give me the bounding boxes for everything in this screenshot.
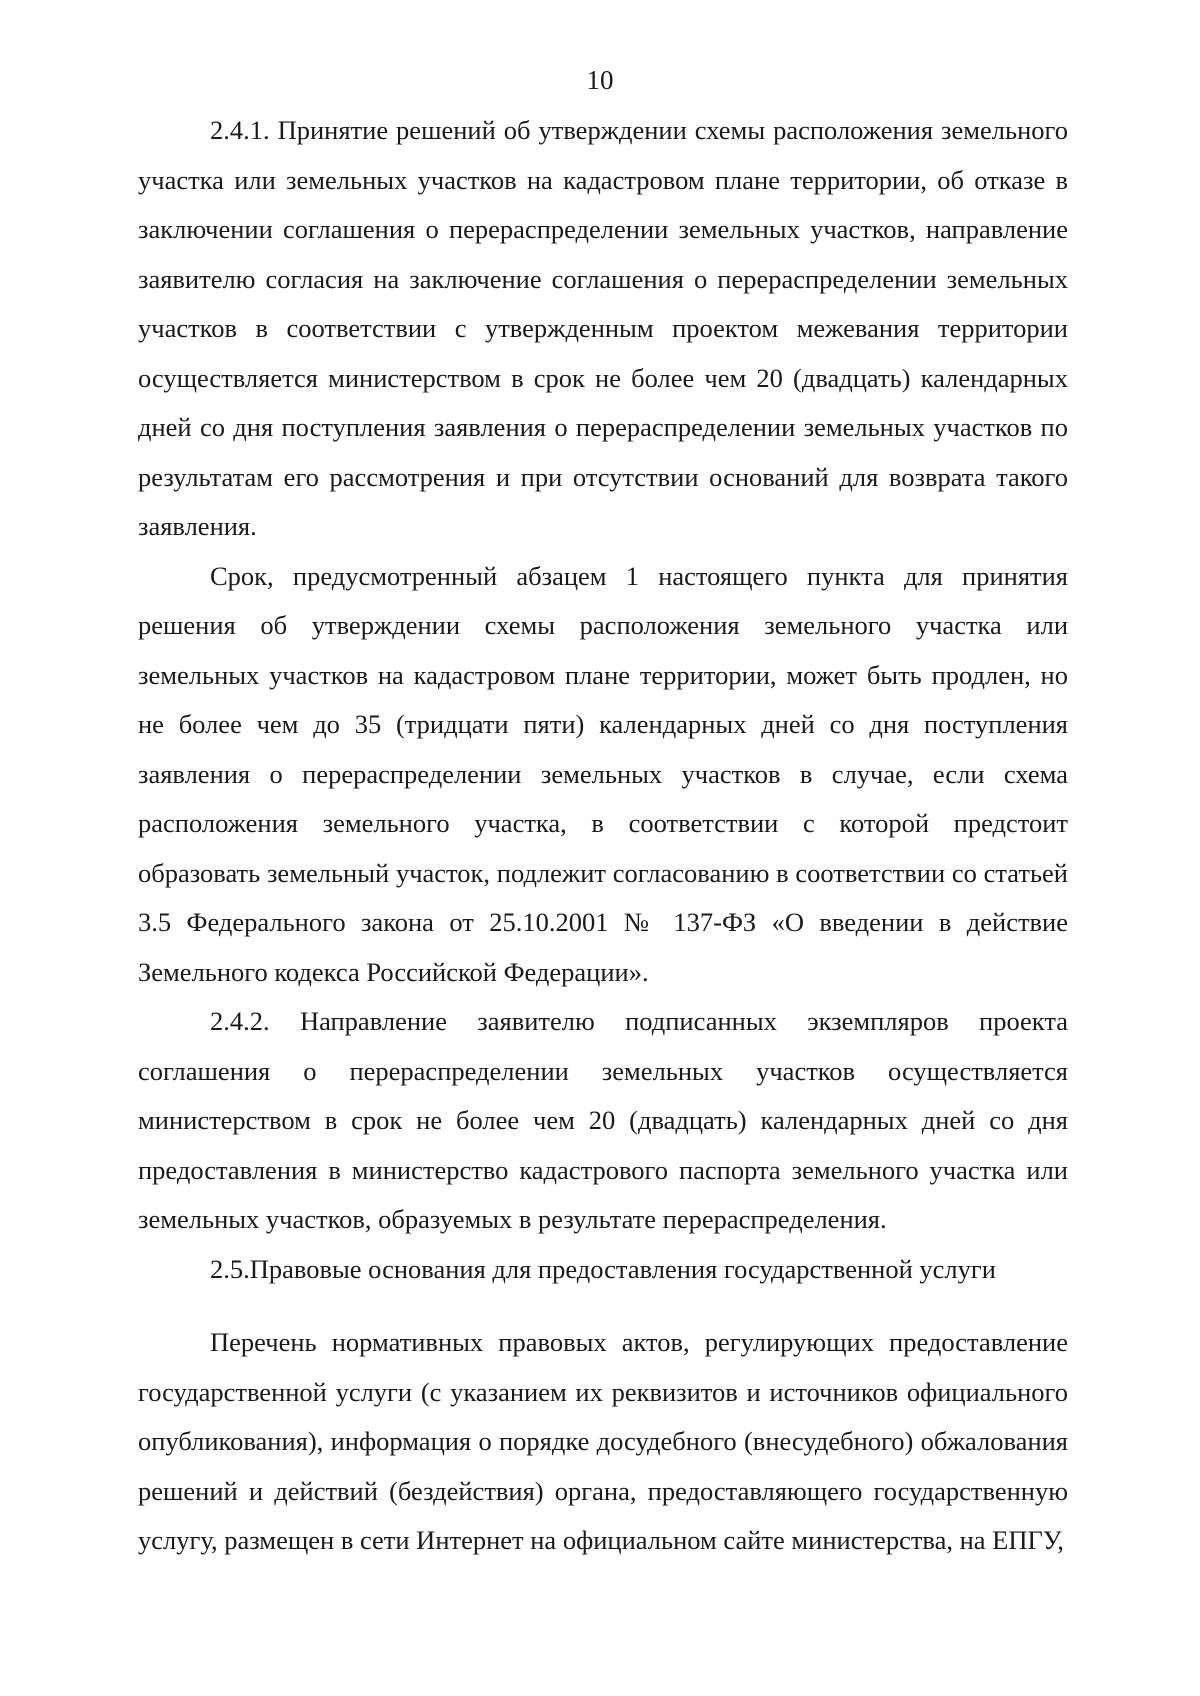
paragraph-legal-acts-list: Перечень нормативных правовых актов, регулирующих предоставление государственной услуги (с указанием их реквизитов и источников официального опубликования), информация о порядке досудебного (внесудебного) обжалования решений и действий (бездействия) органа, предоставляющего государственную услугу, размещен в сети Интернет на официальном сайте министерства, на ЕПГУ, [138,1327,1068,1555]
page-number: 10 [586,65,614,95]
paragraph-2-4-1: 2.4.1. Принятие решений об утверждении схемы расположения земельного участка или земельных участков на кадастровом плане территории, об отказе в заключении соглашения о перераспределении земельных участков, направление заявителю согласия на заключение соглашения о перераспределении земельных участков в соответствии с утвержденным проектом межевания территории осуществляется министерством в срок не более чем 20 (двадцать) календарных дней со дня поступления заявления о перераспределении земельных участков по результатам его рассмотрения и при отсутствии оснований для возврата такого заявления. [138,115,1068,541]
section-heading-2-5: 2.5.Правовые основания для предоставления государственной услуги [210,1253,996,1284]
paragraph-term-extension: Срок, предусмотренный абзацем 1 настоящего пункта для принятия решения об утверждении схемы расположения земельного участка или земельных участков на кадастровом плане территории, может быть продлен, но не более чем до 35 (тридцати пяти) календарных дней со дня поступления заявления о перераспределении земельных участков в случае, если схема расположения земельного участка, в соответствии с которой предстоит образовать земельный участок, подлежит согласованию в соответствии со статьей 3.5 Федерального закона от 25.10.2001 № 137-ФЗ «О введении в действие Земельного кодекса Российской Федерации». [138,560,1068,987]
paragraph-2-4-2: 2.4.2. Направление заявителю подписанных экземпляров проекта соглашения о перераспределении земельных участков осуществляется министерством в срок не более чем 20 (двадцать) календарных дней со дня предоставления в министерство кадастрового паспорта земельного участка или земельных участков, образуемых в результате перераспределения. [138,1006,1068,1234]
document-body [138,106,1068,1566]
